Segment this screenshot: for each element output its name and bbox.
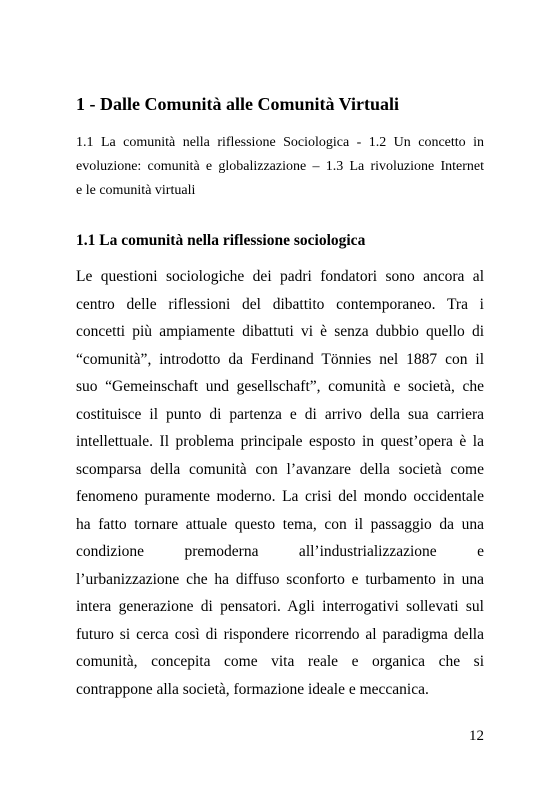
body-line: Le questioni sociologiche dei padri fondatori sono ancora al (76, 268, 484, 285)
chapter-title: 1 - Dalle Comunità alle Comunità Virtuali (76, 94, 399, 114)
body-line: concetti più ampiamente dibattuti vi è senza dubbio quello di (76, 323, 484, 340)
body-line: comunità, concepita come vita reale e organica che si (76, 653, 484, 670)
body-line: futuro si cerca così di rispondere ricorrendo al paradigma della (76, 625, 484, 643)
page-number: 12 (469, 728, 484, 744)
section-title: 1.1 La comunità nella riflessione sociologica (76, 232, 366, 249)
body-paragraph (76, 263, 484, 703)
body-line: intellettuale. Il problema principale esposto in quest’opera è la (76, 433, 484, 450)
body-line: suo “Gemeinschaft und gesellschaft”, comunità e società, che (76, 378, 484, 395)
summary-line: 1.1 La comunità nella riflessione Sociologica - 1.2 Un concetto in (76, 135, 484, 150)
body-line: fenomeno puramente moderno. La crisi del mondo occidentale (76, 488, 484, 505)
summary-line: evoluzione: comunità e globalizzazione – 1.3 La rivoluzione Internet (76, 159, 484, 174)
body-line: contrappone alla società, formazione ideale e meccanica. (76, 680, 429, 698)
body-line: centro delle riflessioni del dibattito contemporaneo. Tra i (76, 295, 484, 313)
body-line: scomparsa della comunità con l’avanzare della società come (76, 460, 484, 478)
body-line: ha fatto tornare attuale questo tema, con il passaggio da una (76, 515, 484, 533)
body-line: l’urbanizzazione che ha diffuso sconforto e turbamento in una (76, 570, 484, 588)
body-line: intera generazione di pensatori. Agli interrogativi sollevati sul (76, 598, 484, 615)
chapter-summary (76, 131, 484, 203)
summary-line: e le comunità virtuali (76, 183, 196, 198)
body-line: “comunità”, introdotto da Ferdinand Tönnies nel 1887 con il (76, 350, 484, 368)
body-line: costituisce il punto di partenza e di arrivo della sua carriera (76, 405, 484, 423)
body-line: condizione premoderna all’industrializzazione e (76, 543, 484, 560)
